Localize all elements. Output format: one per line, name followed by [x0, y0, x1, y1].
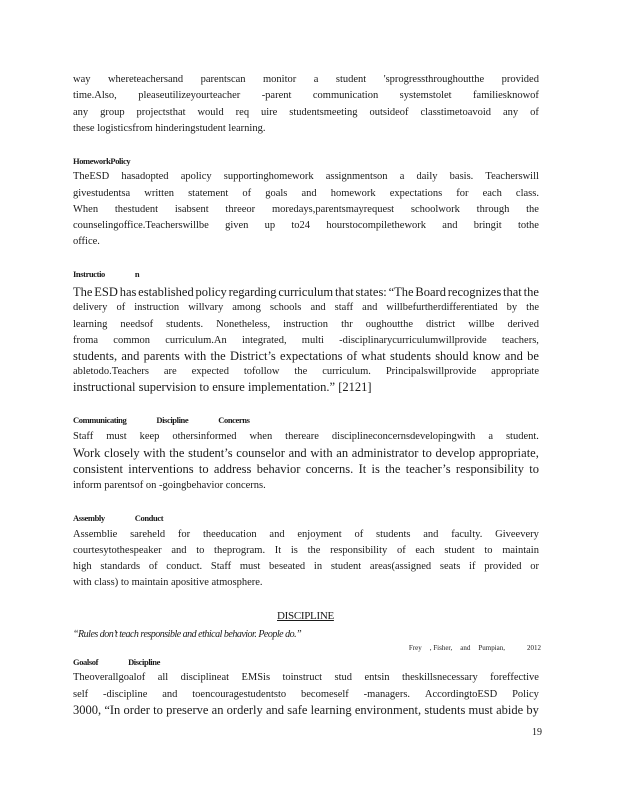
discipline-line-1: Theoverallgoalof all disciplineat EMSis toinstruct stud entsin theskillsnecessary foreffective	[73, 672, 539, 683]
communicating-heading-part-3: Concerns	[218, 415, 250, 425]
instruction-line-3: learning needsof students. Nonetheless, instruction thr oughoutthe district willbe derived	[73, 319, 539, 330]
assembly-heading-part-2: Conduct	[134, 513, 164, 523]
assembly-line-4: with class) to maintain apositive atmosphere.	[73, 577, 263, 588]
citation-part-1: Frey	[408, 644, 422, 652]
homework-line-4: counselingoffice.Teacherswillbe given up to24 hourstocompilethework and bringit tothe	[73, 220, 539, 231]
intro-line-4: these logisticsfrom hinderingstudent learning.	[73, 123, 266, 134]
discipline-quote: “Rules don’t teach responsible and ethical behavior. People do.”	[73, 629, 302, 640]
discipline-line-3: 3000, “In order to preserve an orderly and safe learning environment, students must abide by	[73, 703, 539, 717]
citation-part-3: and	[460, 644, 471, 652]
instruction-line-6: abletodo.Teachers are expected tofollow the curriculum. Principalswillprovide appropriate	[73, 366, 539, 377]
assembly-line-3: high standards of conduct. Staff must beseated in student areas(assigned seats if provided or	[73, 561, 539, 572]
discipline-citation	[409, 644, 541, 652]
instruction-line-7: instructional supervision to ensure implementation.” [2121]	[73, 380, 372, 394]
instruction-heading-part-2: n	[134, 269, 140, 279]
instruction-line-4: froma common curriculum.An integrated, multi -disciplinarycurriculumwillprovide teachers,	[73, 335, 539, 346]
communicating-line-2: Work closely with the student’s counselor and with an administrator to develop appropriate,	[73, 446, 539, 460]
citation-part-2: , Fisher,	[429, 644, 453, 652]
instruction-line-5: students, and parents with the District’s expectations of what students should know and be	[73, 349, 539, 363]
goals-heading-part-1: Goalsof	[73, 657, 99, 667]
intro-line-3: any group projectsthat would req uire studentsmeeting outsideof classtimetoavoid any of	[73, 107, 539, 118]
communicating-heading-part-2: Discipline	[156, 415, 189, 425]
instruction-line-2: delivery of instruction willvary among schools and staff and willbefurtherdifferentiated by the	[73, 302, 539, 313]
communicating-heading	[73, 415, 250, 425]
goals-heading	[73, 657, 160, 667]
discipline-line-2: self -discipline and toencouragestudentsto becomeself -managers. AccordingtoESD Policy	[73, 689, 539, 700]
assembly-line-1: Assemblie sareheld for theeducation and enjoyment of students and faculty. Giveevery	[73, 529, 539, 540]
goals-heading-part-2: Discipline	[128, 657, 160, 667]
instruction-line-1: The ESD has established policy regarding curriculum that states: “The Board recognizes that the	[73, 285, 539, 299]
homework-line-5: office.	[73, 236, 100, 247]
homework-line-2: givestudentsa written statement of goals and homework expectations for each class.	[73, 188, 539, 199]
communicating-line-1: Staff must keep othersinformed when thereare disciplineconcernsdevelopingwith a student.	[73, 431, 539, 442]
assembly-heading-part-1: Assembly	[73, 513, 105, 523]
assembly-heading	[73, 513, 163, 523]
communicating-heading-part-1: Communicating	[73, 415, 127, 425]
homework-heading: HomeworkPolicy	[73, 156, 131, 166]
communicating-line-3: consistent interventions to address behavior concerns. It is the teacher’s responsibility to	[73, 462, 539, 476]
citation-part-5: 2012	[527, 644, 541, 652]
homework-line-1: TheESD hasadopted apolicy supportinghomework assignmentson a daily basis. Teacherswill	[73, 171, 539, 182]
discipline-title: DISCIPLINE	[277, 610, 334, 622]
communicating-line-4: inform parentsof on -goingbehavior concerns.	[73, 480, 266, 491]
intro-line-1: way whereteachersand parentscan monitor a student 'sprogressthroughoutthe provided	[73, 74, 539, 85]
instruction-heading	[73, 269, 139, 279]
page-number: 19	[532, 727, 542, 738]
assembly-line-2: courtesytothespeaker and to theprogram. It is the responsibility of each student to maintain	[73, 545, 539, 556]
citation-part-4: Pumpian,	[478, 644, 505, 652]
homework-line-3: When thestudent isabsent threeor moredays,parentsmayrequest schoolwork through the	[73, 204, 539, 215]
intro-line-2: time.Also, pleaseutilizeyourteacher -parent communication systemstolet familiesknowof	[73, 90, 539, 101]
instruction-heading-part-1: Instructio	[73, 269, 105, 279]
